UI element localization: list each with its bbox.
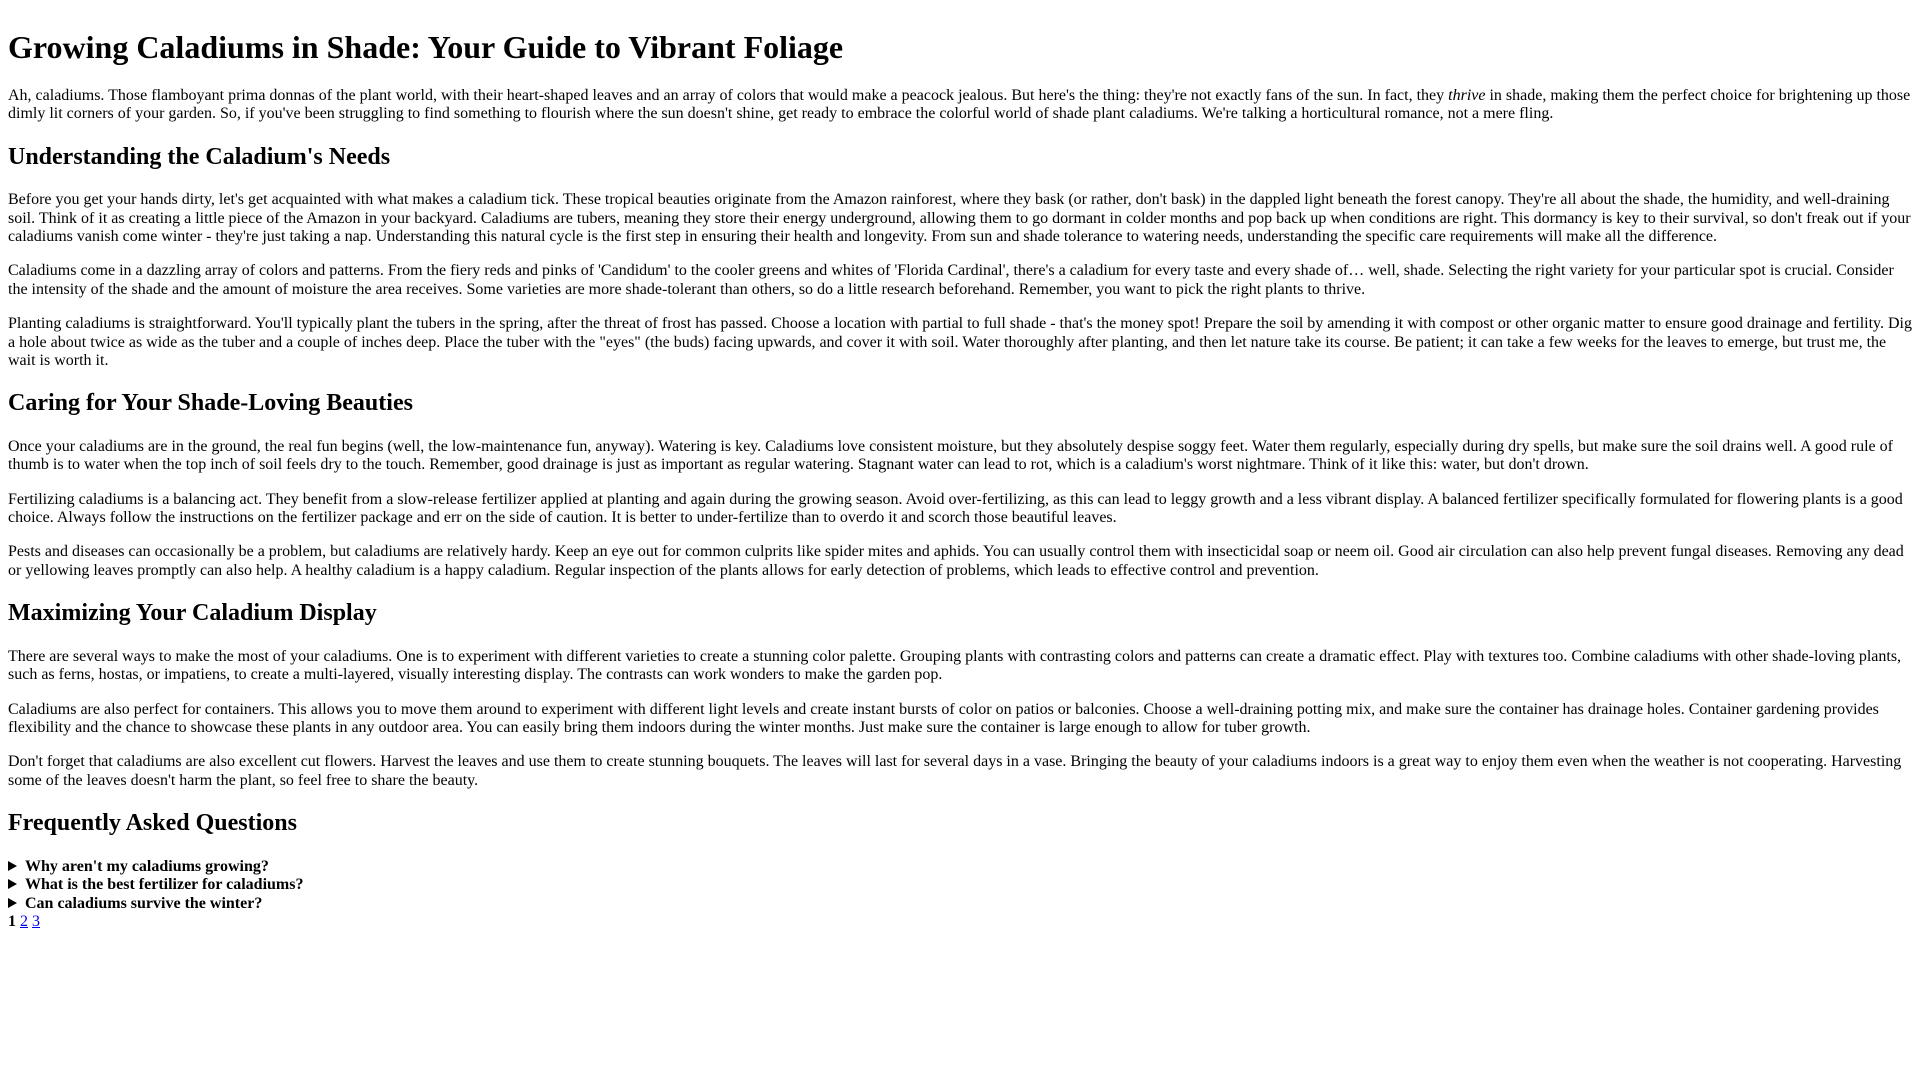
intro-text-start: Ah, caladiums. Those flamboyant prima donnas of the plant world, with their heart-shaped leaves and an array of colors that would make a peacock jealous. But here's the thing: they're not exactly fans of the sun. In fact, they (8, 86, 1449, 104)
article (8, 29, 1912, 931)
section-paragraph: Before you get your hands dirty, let's get acquainted with what makes a caladium tick. These tropical beauties originate from the Amazon rainforest, where they bask (or rather, don't bask) in the dappled light beneath the forest canopy. They're all about the shade, the humidity, and well-draining soil. Think of it as creating a little piece of the Amazon in your backyard. Caladiums are tubers, meaning they store their energy underground, allowing them to go dormant in colder months and pop back up when conditions are right. This dormancy is key to their survival, so don't freak out if your caladiums vanish come winter - they're just taking a nap. Understanding this natural cycle is the first step in ensuring their health and longevity. From sun and shade tolerance to watering needs, understanding the specific care requirements will make all the difference. (8, 191, 1911, 245)
pagination (8, 913, 1912, 931)
section-caring (8, 390, 1912, 580)
section-paragraph: Caladiums are also perfect for containers. This allows you to move them around to experiment with different light levels and create instant bursts of color on patios or balconies. Choose a well-draining potting mix, and make sure the container has drainage holes. Container gardening provides flexibility and the chance to showcase these plants in any outdoor area. You can easily bring them indoors during the winter months. Just make sure the container is large enough to allow for tuber growth. (8, 700, 1879, 736)
section-paragraph: Once your caladiums are in the ground, the real fun begins (well, the low-maintenance fun, anyway). Watering is key. Caladiums love consistent moisture, but they absolutely despise soggy feet. Water them regularly, especially during dry spells, but make sure the soil drains well. A good rule of thumb is to water when the top inch of soil feels dry to the touch. Remember, good drainage is just as important as regular watering. Stagnant water can lead to rot, which is a caladium's worst nightmare. Think of it like this: water, but don't drown. (8, 437, 1893, 474)
section-paragraph: Caladiums come in a dazzling array of colors and patterns. From the fiery reds and pinks of 'Candidum' to the cooler greens and whites of 'Florida Cardinal', there's a caladium for every taste and every shade of… well, shade. Selecting the right variety for your particular spot is crucial. Consider the intensity of the shade and the amount of moisture the area receives. Some varieties are more shade-tolerant than others, so do a little research beforehand. Remember, you want to pick the right plants to thrive. (8, 262, 1894, 298)
faq-item[interactable] (8, 895, 1912, 913)
section-paragraph: Fertilizing caladiums is a balancing act. They benefit from a slow-release fertilizer applied at planting and again during the growing season. Avoid over-fertilizing, as this can lead to leggy growth and a less vibrant display. A balanced fertilizer specifically formulated for flowering plants is a good choice. Always follow the instructions on the fertilizer package and err on the side of caution. It is better to under-fertilize than to overdo it and scorch those beautiful leaves. (8, 490, 1903, 527)
faq-heading: Frequently Asked Questions (8, 810, 297, 837)
intro-paragraph (8, 87, 1912, 124)
page-title: Growing Caladiums in Shade: Your Guide to Vibrant Foliage (8, 29, 844, 65)
faq-item[interactable] (8, 858, 1912, 876)
faq-question-toggle[interactable] (8, 895, 1912, 913)
section-paragraph: Pests and diseases can occasionally be a problem, but caladiums are relatively hardy. Keep an eye out for common culprits like spider mites and aphids. You can usually control them with insecticidal soap or neem oil. Good air circulation can also help prevent fungal diseases. Removing any dead or yellowing leaves promptly can also help. A healthy caladium is a happy caladium. Regular inspection of the plants allows for early detection of problems, which leads to effective control and prevention. (8, 543, 1904, 579)
triangle-right-icon (8, 898, 17, 908)
section-heading: Understanding the Caladium's Needs (8, 143, 391, 170)
section-caladium-needs (8, 144, 1912, 371)
intro-text-end: in shade, making them the perfect choice for brightening up those dimly lit corners of your garden. So, if you've been struggling to find something to flourish where the sun doesn't shine, get ready to embrace the colorful world of shade plant caladiums. We're talking a horticultural romance, not a mere fling. (8, 86, 1911, 123)
triangle-right-icon (8, 879, 17, 889)
intro-emphasis: thrive (1448, 86, 1486, 104)
section-paragraph: There are several ways to make the most of your caladiums. One is to experiment with different varieties to create a stunning color palette. Grouping plants with contrasting colors and patterns can create a dramatic effect. Play with textures too. Combine caladiums with other shade-loving plants, such as ferns, hostas, or impatiens, to create a multi-layered, visually interesting display. The contrasts can work wonders to make the garden pop. (8, 647, 1902, 684)
faq-question: Can caladiums survive the winter? (25, 894, 263, 912)
faq-question-toggle[interactable] (8, 858, 1912, 876)
section-paragraph: Planting caladiums is straightforward. You'll typically plant the tubers in the spring, after the threat of frost has passed. Choose a location with partial to full shade - that's the money spot! Prepare the soil by amending it with compost or other organic matter to ensure good drainage and fertility. Dig a hole about twice as wide as the tuber and a couple of inches deep. Place the tuber with the "eyes" (the buds) facing upwards, and cover it with soil. Water thoroughly after planting, and then let nature take its course. Be patient; it can take a few weeks for the leaves to emerge, but trust me, the wait is worth it. (8, 315, 1912, 369)
faq-question: Why aren't my caladiums growing? (25, 857, 269, 875)
section-heading: Maximizing Your Caladium Display (8, 600, 377, 627)
section-maximizing-display (8, 600, 1912, 790)
section-heading: Caring for Your Shade-Loving Beauties (8, 390, 413, 417)
triangle-right-icon (8, 861, 17, 871)
faq-item[interactable] (8, 876, 1912, 894)
section-paragraph: Don't forget that caladiums are also excellent cut flowers. Harvest the leaves and use them to create stunning bouquets. The leaves will last for several days in a vase. Bringing the beauty of your caladiums indoors is a great way to enjoy them even when the weather is not cooperating. Harvesting some of the leaves doesn't harm the plant, so feel free to share the beauty. (8, 753, 1902, 789)
pagination-link-page-2[interactable]: 2 (20, 912, 28, 930)
faq-question: What is the best fertilizer for caladiums? (25, 876, 304, 894)
faq-question-toggle[interactable] (8, 876, 1912, 894)
faq-section (8, 810, 1912, 913)
pagination-current-page: 1 (8, 912, 16, 930)
pagination-link-page-3[interactable]: 3 (32, 912, 40, 930)
